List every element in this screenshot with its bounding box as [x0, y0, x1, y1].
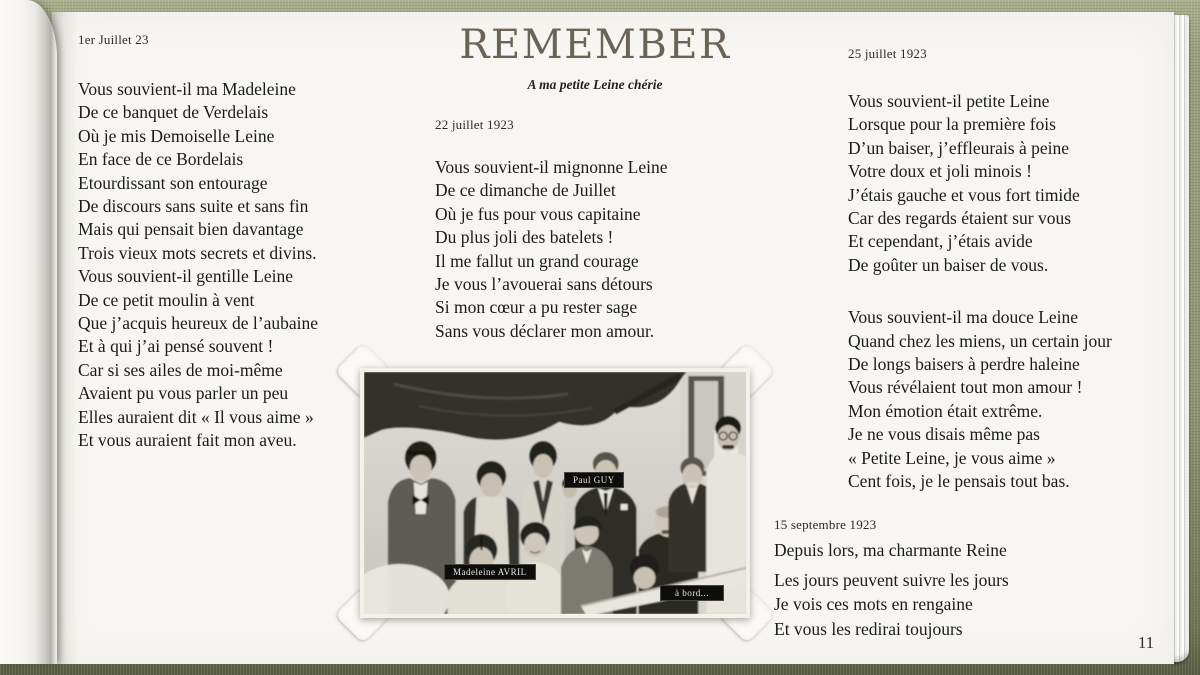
poem-line: Et cependant, j’étais avide — [848, 231, 1033, 252]
poem-line: Je vois ces mots en rengaine — [774, 594, 973, 615]
poem-line: Depuis lors, ma charmante Reine — [774, 540, 1007, 560]
poem-line: Car si ses ailes de moi-même — [78, 359, 283, 380]
poem-stanza — [774, 538, 1114, 641]
poem-line: Où je mis Demoiselle Leine — [78, 125, 275, 146]
poem-line: De discours sans suite et sans fin — [78, 196, 309, 217]
poem-line: Mais qui pensait bien davantage — [78, 219, 304, 240]
poem-line: Du plus joli des batelets ! — [435, 227, 614, 248]
poem-line: De ce dimanche de Juillet — [435, 180, 616, 201]
poem-line: Vous souvient-il petite Leine — [848, 91, 1050, 111]
photo-mount — [360, 368, 750, 618]
poem-line: D’un baiser, j’effleurais à peine — [848, 137, 1070, 158]
poem-date: 25 juillet 1923 — [848, 46, 927, 61]
group-photo — [360, 368, 750, 618]
poem-line: Sans vous déclarer mon amour. — [435, 320, 655, 341]
poem-line: Et vous les redirai toujours — [774, 618, 963, 639]
poem-date: 22 juillet 1923 — [435, 117, 514, 132]
poem-line: De ce petit moulin à vent — [78, 289, 255, 310]
poem-column-center — [435, 117, 745, 343]
poem-stanza — [848, 306, 1158, 493]
photo-label-paul-guy: Paul GUY — [564, 472, 624, 488]
left-page-curl — [0, 0, 57, 664]
poem-line: Lorsque pour la première fois — [848, 114, 1056, 135]
poem-line: Je vous l’avouerai sans détours — [435, 274, 653, 295]
photo-label-madeleine-avril: Madeleine AVRIL — [444, 564, 536, 580]
page-title: REMEMBER — [459, 22, 731, 68]
poem-line: Cent fois, je le pensais tout bas. — [848, 471, 1070, 492]
poem-column-right — [848, 46, 1158, 494]
poem-line: En face de ce Bordelais — [78, 149, 244, 170]
poem-line: Elles auraient dit « Il vous aime » — [78, 406, 314, 427]
poem-line: « Petite Leine, je vous aime » — [848, 447, 1056, 468]
poem-line: Avaient pu vous parler un peu — [78, 383, 289, 404]
poem-line: De goûter un baiser de vous. — [848, 254, 1049, 275]
page-number: 11 — [1137, 633, 1155, 652]
poem-line: Etourdissant son entourage — [78, 172, 268, 193]
poem-line: Quand chez les miens, un certain jour — [848, 330, 1112, 351]
poem-date: 15 septembre 1923 — [774, 517, 877, 532]
poem-line: Il me fallut un grand courage — [435, 250, 639, 271]
poem-stanza — [78, 78, 408, 453]
poem-line: Vous souvient-il ma douce Leine — [848, 307, 1079, 328]
poem-line: De longs baisers à perdre haleine — [848, 354, 1080, 375]
poem-date: 1er Juillet 23 — [78, 32, 149, 47]
poem-line: Vous révélaient tout mon amour ! — [848, 377, 1083, 398]
poem-stanza — [848, 90, 1158, 277]
poem-line: Votre doux et joli minois ! — [848, 161, 1032, 182]
poem-line: Si mon cœur a pu rester sage — [435, 297, 638, 318]
poem-column-bottom — [774, 517, 1114, 641]
poem-line: Trois vieux mots secrets et divins. — [78, 242, 317, 263]
page-edges-stack — [1172, 15, 1189, 662]
poem-line: Les jours peuvent suivre les jours — [774, 569, 1009, 590]
poem-stanza — [435, 156, 745, 343]
poem-line: Vous souvient-il ma Madeleine — [78, 79, 296, 99]
poem-line: Car des regards étaient sur vous — [848, 208, 1072, 229]
poem-line: Mon émotion était extrême. — [848, 400, 1043, 421]
poem-line: De ce banquet de Verdelais — [78, 102, 269, 123]
poem-line: Vous souvient-il gentille Leine — [78, 266, 293, 287]
photo-label-a-bord: à bord... — [660, 585, 724, 601]
poem-line: Où je fus pour vous capitaine — [435, 203, 641, 224]
group-photo-illustration — [364, 372, 746, 614]
poem-line: Et à qui j’ai pensé souvent ! — [78, 336, 274, 357]
poem-line: Que j’acquis heureux de l’aubaine — [78, 313, 319, 334]
poem-line: Vous souvient-il mignonne Leine — [435, 157, 668, 177]
dedication-subtitle: A ma petite Leine chérie — [527, 77, 663, 92]
poem-line: Je ne vous disais même pas — [848, 424, 1040, 445]
poem-line: J’étais gauche et vous fort timide — [848, 184, 1080, 205]
poem-line: Et vous auraient fait mon aveu. — [78, 430, 297, 451]
